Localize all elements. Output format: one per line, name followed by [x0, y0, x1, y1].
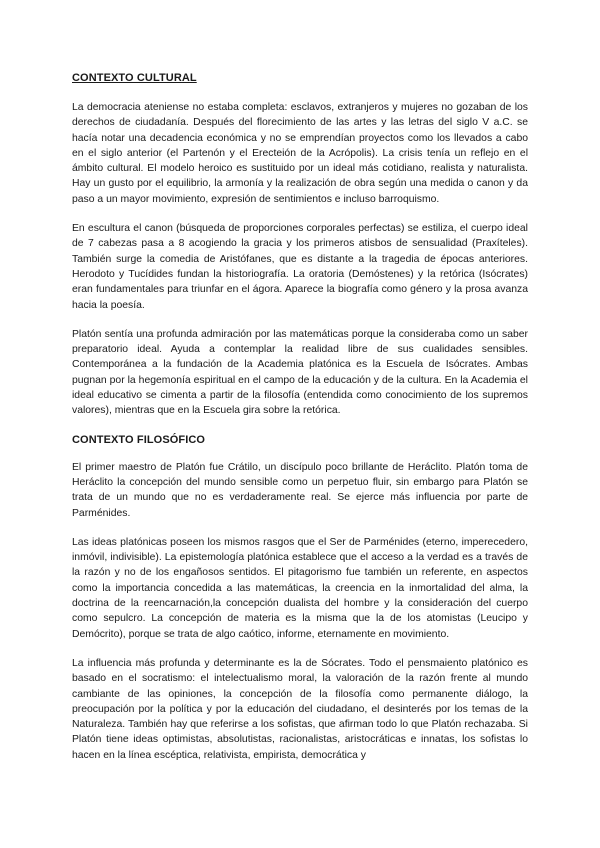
section-title-contexto-filosofico: CONTEXTO FILOSÓFICO: [72, 433, 206, 446]
paragraph-escultura: En escultura el canon (búsqueda de proporciones corporales perfectas) se estiliza, el cuerpo ideal de 7 cabezas pasa a 8 acogiendo la gracia y los primeros atisbos de sensualidad (Praxíteles). También surge la comedia de Aristófanes, que es distante a la tragedia de épocas anteriores. Herodoto y Tucídides fundan la historiografía. La oratoria (Demóstenes) y la retórica (Isócrates) eran fundamentales para triunfar en el ágora. Aparece la biografía como género y la prosa avanza hacia la poesía.: [72, 223, 528, 311]
paragraph-ideas-platonicas: Las ideas platónicas poseen los mismos rasgos que el Ser de Parménides (eterno, imperecedero, inmóvil, indivisible). La epistemología platónica establece que el acceso a la verdad es a través de la razón y no de los engañosos sentidos. El pitagorismo fue también un referente, en aspectos como la importancia concedida a las matemáticas, la creencia en la inmortalidad del alma, la doctrina de la reencarnación,la concepción dualista del hombre y la consideración del cuerpo como sepulcro. La concepción de materia es la misma que la de los atomistas (Leucipo y Demócrito), porque se trata de algo caótico, informe, eternamente en movimiento.: [72, 536, 528, 640]
paragraph-matematicas: Platón sentía una profunda admiración por las matemáticas porque la consideraba como un saber preparatorio ideal. Ayuda a contemplar la realidad libre de sus cualidades sensibles. Contemporánea a la fundación de la Academia platónica es la Escuela de Isócrates. Ambas pugnan por la hegemonía espiritual en el campo de la educación y de la cultura. En la Academia el ideal educativo se cimenta a partir de la filosofía (entendida como conocimiento de los supremos valores), mientras que en la Escuela gira sobre la retórica.: [72, 328, 528, 417]
paragraph-cratilo: El primer maestro de Platón fue Crátilo, un discípulo poco brillante de Heráclito. Platón toma de Heráclito la concepción del mundo sensible como un perpetuo fluir, sin embargo para Platón se trata de un mundo que no es verdaderamente real. Se ejerce más influencia por parte de Parménides.: [72, 461, 528, 519]
paragraph-socrates: La influencia más profunda y determinante es la de Sócrates. Todo el pensmaiento platónico es basado en el socratismo: el intelectualismo moral, la valoración de la razón frente al mundo cambiante de las opiniones, la concepción de la filosofía como permanente diálogo, la preocupación por la política y por la educación del ciudadano, el desinterés por los temas de la Naturaleza. También hay que referirse a los sofistas, que afirman todo lo que Platón rechazaba. Si Platón tiene ideas optimistas, absolutistas, racionalistas, aristocráticas e innatas, los sofistas lo hacen en la línea escéptica, relativista, empirista, democrática y: [72, 657, 528, 761]
paragraph-democracia: La democracia ateniense no estaba completa: esclavos, extranjeros y mujeres no gozaban de los derechos de ciudadanía. Después del florecimiento de las artes y las letras del siglo V a.C. se hacía notar una decadencia económica y no se emprendían proyectos como los llevados a cabo en el siglo anterior (el Partenón y el Erecteión de la Acrópolis). La crisis tenía un reflejo en el ámbito cultural. El modelo heroico es sustituido por un ideal más cotidiano, realista y naturalista. Hay un gusto por el equilibrio, la armonía y la realización de obra según una medida o canon y da paso a un mayor movimiento, expresión de sentimientos e incluso barroquismo.: [72, 102, 528, 205]
section-title-contexto-cultural: CONTEXTO CULTURAL: [72, 72, 197, 84]
